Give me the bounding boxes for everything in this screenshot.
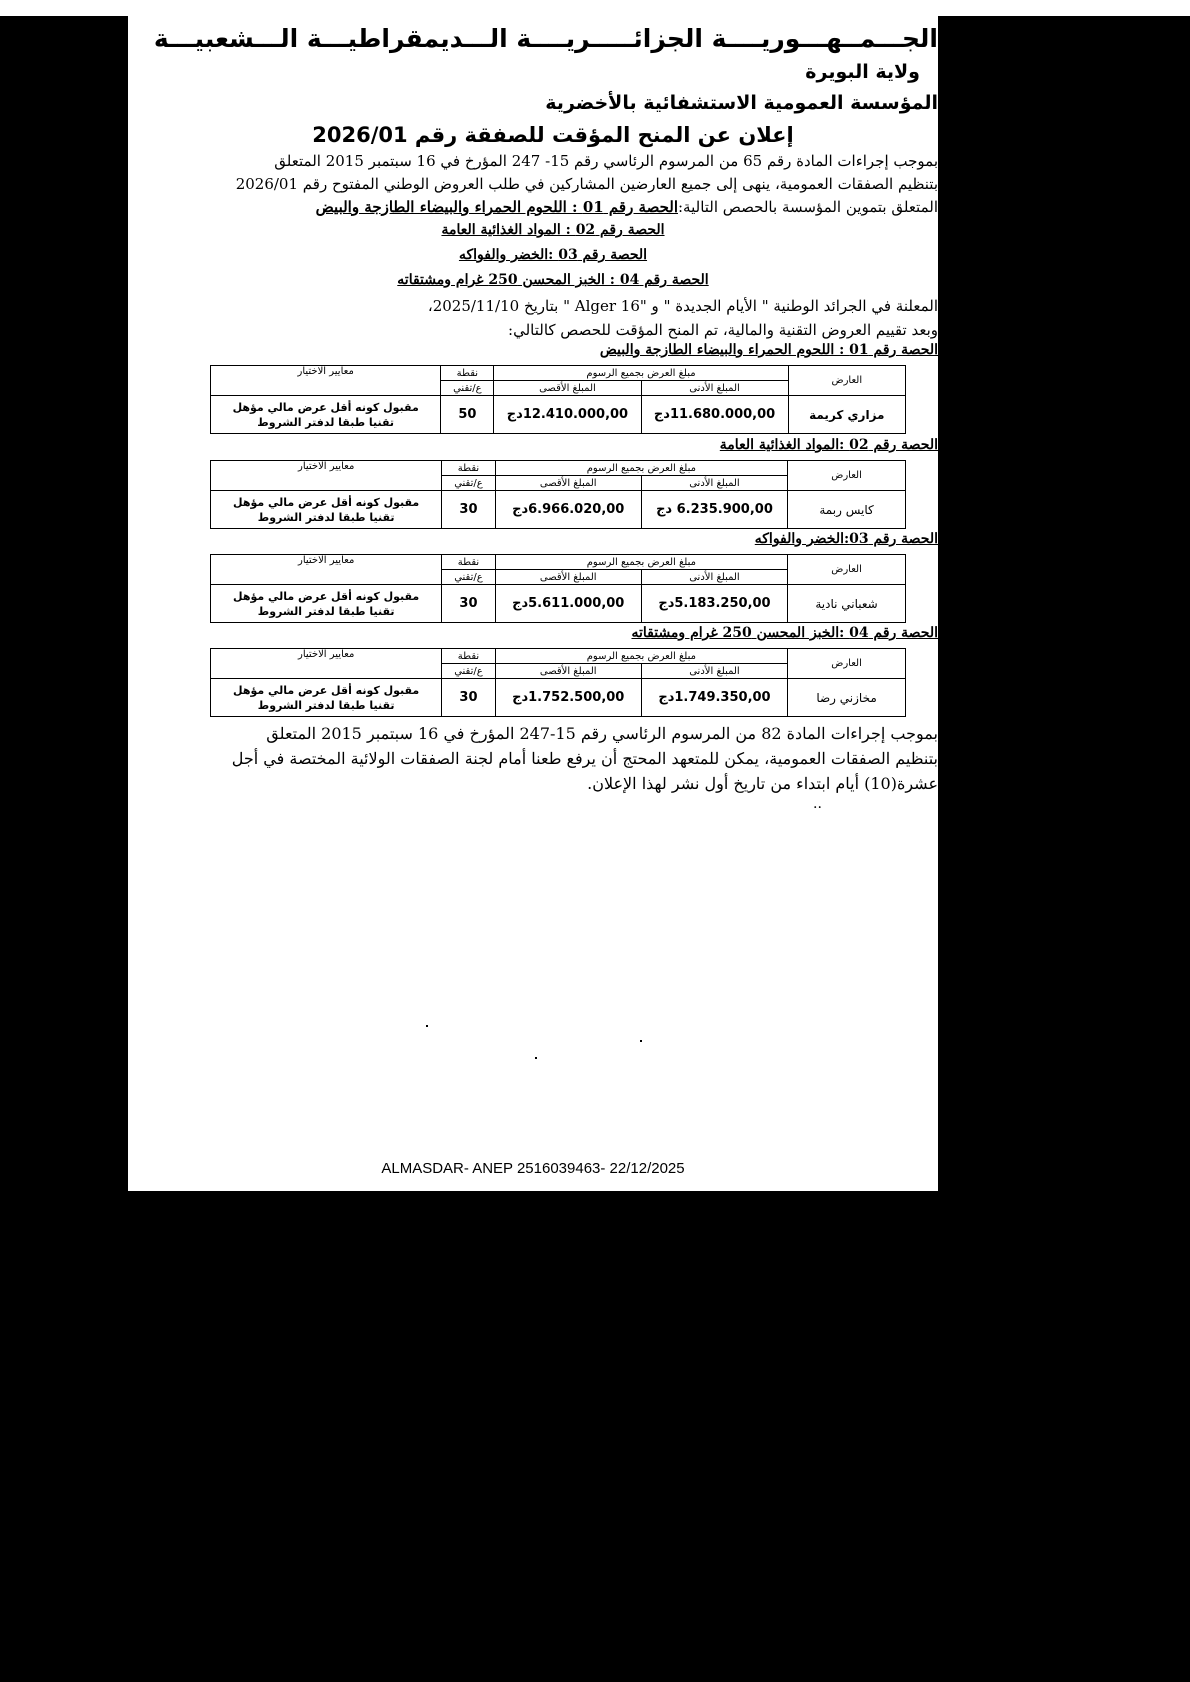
top-white-strip [0, 0, 1190, 16]
bidder-header: العارض [788, 366, 905, 396]
max-amount: 12.410.000,00دج [494, 396, 641, 434]
score-sub-header: ع/تقني [442, 570, 495, 585]
selection-criteria [211, 679, 442, 717]
selection-criteria [211, 491, 442, 529]
min-amount: 1.749.350,00دج [641, 679, 787, 717]
max-amount-header: المبلغ الأقصى [495, 476, 641, 491]
score: 30 [442, 491, 495, 529]
lot-2-listing: الحصة رقم 02 : المواد الغذائية العامة [441, 222, 665, 238]
announcement-title: إعلان عن المنح المؤقت للصفقة رقم 2026/01 [312, 123, 794, 147]
criteria-header: معايير الاختيار [211, 461, 442, 491]
score: 30 [442, 585, 495, 623]
amount-header: مبلغ العرض بجميع الرسوم [495, 461, 788, 476]
lot-2-heading: الحصة رقم 02 :المواد الغذائية العامة [719, 437, 938, 453]
intro-line-3 [168, 198, 938, 216]
lot-2-table [210, 460, 906, 529]
min-amount: 5.183.250,00دج [641, 585, 787, 623]
intro-line-3-prefix: المتعلق بتموين المؤسسة بالحصص التالية: [678, 198, 938, 216]
score-header: نقطة [441, 366, 494, 381]
scan-speck [535, 1057, 537, 1059]
max-amount: 5.611.000,00دج [495, 585, 641, 623]
criteria-line-1: مقبول كونه أقل عرض مالي مؤهل [233, 495, 420, 509]
score: 30 [442, 679, 495, 717]
lot-4-heading: الحصة رقم 04 :الخبز المحسن 250 غرام ومشتقاته [631, 625, 938, 641]
publication-line: المعلنة في الجرائد الوطنية " الأيام الجديدة " و "Alger 16 " بتاريخ 2025/11/10، [427, 297, 938, 315]
publication-reference-footer: ALMASDAR- ANEP 2516039463- 22/12/2025 [381, 1160, 685, 1177]
closing-line-1: بموجب إجراءات المادة 82 من المرسوم الرئاسي رقم 15-247 المؤرخ في 16 سبتمبر 2015 المتعلق [266, 724, 938, 743]
min-amount-header: المبلغ الأدنى [641, 381, 788, 396]
score: 50 [441, 396, 494, 434]
criteria-header: معايير الاختيار [211, 555, 442, 585]
min-amount: 6.235.900,00 دج [641, 491, 787, 529]
min-amount-header: المبلغ الأدنى [641, 476, 787, 491]
bidder-name: شعباني نادية [788, 585, 906, 623]
lot-4-table [210, 648, 906, 717]
closing-line-2: بتنظيم الصفقات العمومية، يمكن للمتعهد المحتج أن يرفع طعنا أمام لجنة الصفقات الولائية المختصة في أجل [231, 749, 938, 768]
bidder-header: العارض [788, 649, 906, 679]
criteria-line-1: مقبول كونه أقل عرض مالي مؤهل [232, 400, 419, 414]
scan-speck [426, 1025, 428, 1027]
max-amount-header: المبلغ الأقصى [495, 570, 641, 585]
score-sub-header: ع/تقني [441, 381, 494, 396]
evaluation-line: وبعد تقييم العروض التقنية والمالية، تم المنح المؤقت للحصص كالتالي: [508, 321, 938, 339]
lot-3-table [210, 554, 906, 623]
score-header: نقطة [442, 461, 495, 476]
criteria-header: معايير الاختيار [211, 366, 441, 396]
criteria-line-2: تقنيا طبقا لدفتر الشروط [257, 604, 395, 618]
closing-line-3: عشرة(10) أيام ابتداء من تاريخ أول نشر لهذا الإعلان. [587, 774, 938, 793]
selection-criteria [211, 396, 441, 434]
republic-heading: الجـــمــهـــوريــــة الجزائـــــريــــة الـــديمقراطيـــة الـــشعبيـــة [153, 24, 938, 53]
score-header: نقطة [442, 649, 495, 664]
lot-4-listing: الحصة رقم 04 : الخبز المحسن 250 غرام ومشتقاته [397, 272, 709, 288]
score-sub-header: ع/تقني [442, 664, 495, 679]
institution-heading: المؤسسة العمومية الاستشفائية بالأخضرية [545, 92, 938, 114]
criteria-line-2: تقنيا طبقا لدفتر الشروط [257, 510, 395, 524]
min-amount-header: المبلغ الأدنى [641, 570, 787, 585]
score-sub-header: ع/تقني [442, 476, 495, 491]
max-amount-header: المبلغ الأقصى [494, 381, 641, 396]
amount-header: مبلغ العرض بجميع الرسوم [495, 649, 788, 664]
bidder-name: مزاري كريمة [788, 396, 905, 434]
trailing-dots: .. [813, 796, 822, 812]
bidder-header: العارض [788, 461, 906, 491]
scanned-document-page [128, 16, 938, 1191]
intro-line-1: بموجب إجراءات المادة رقم 65 من المرسوم الرئاسي رقم 15- 247 المؤرخ في 16 سبتمبر 2015 المتعلق [274, 152, 938, 170]
amount-header: مبلغ العرض بجميع الرسوم [495, 555, 788, 570]
criteria-line-2: تقنيا طبقا لدفتر الشروط [257, 698, 395, 712]
amount-header: مبلغ العرض بجميع الرسوم [494, 366, 788, 381]
bidder-header: العارض [788, 555, 906, 585]
scan-speck [640, 1040, 642, 1042]
intro-line-2: بتنظيم الصفقات العمومية، ينهى إلى جميع العارضين المشاركين في طلب العروض الوطني المفتوح رقم 2026/01 [235, 175, 938, 193]
lot-3-listing: الحصة رقم 03 :الخضر والفواكه [458, 247, 648, 263]
criteria-line-1: مقبول كونه أقل عرض مالي مؤهل [233, 589, 420, 603]
min-amount-header: المبلغ الأدنى [641, 664, 787, 679]
lot-1-listing: الحصة رقم 01 : اللحوم الحمراء والبيضاء الطازجة والبيض [315, 198, 678, 216]
lot-1-table [210, 365, 906, 434]
criteria-line-2: تقنيا طبقا لدفتر الشروط [257, 415, 395, 429]
criteria-header: معايير الاختيار [211, 649, 442, 679]
lot-1-heading: الحصة رقم 01 : اللحوم الحمراء والبيضاء الطازجة والبيض [599, 342, 938, 358]
max-amount: 6.966.020,00دج [495, 491, 641, 529]
lot-3-heading: الحصة رقم 03:الخضر والفواكه [754, 531, 938, 547]
wilaya-heading: ولاية البويرة [805, 61, 920, 83]
max-amount: 1.752.500,00دج [495, 679, 641, 717]
bidder-name: كايس ربمة [788, 491, 906, 529]
criteria-line-1: مقبول كونه أقل عرض مالي مؤهل [233, 683, 420, 697]
bidder-name: مخازني رضا [788, 679, 906, 717]
min-amount: 11.680.000,00دج [641, 396, 788, 434]
score-header: نقطة [442, 555, 495, 570]
max-amount-header: المبلغ الأقصى [495, 664, 641, 679]
selection-criteria [211, 585, 442, 623]
